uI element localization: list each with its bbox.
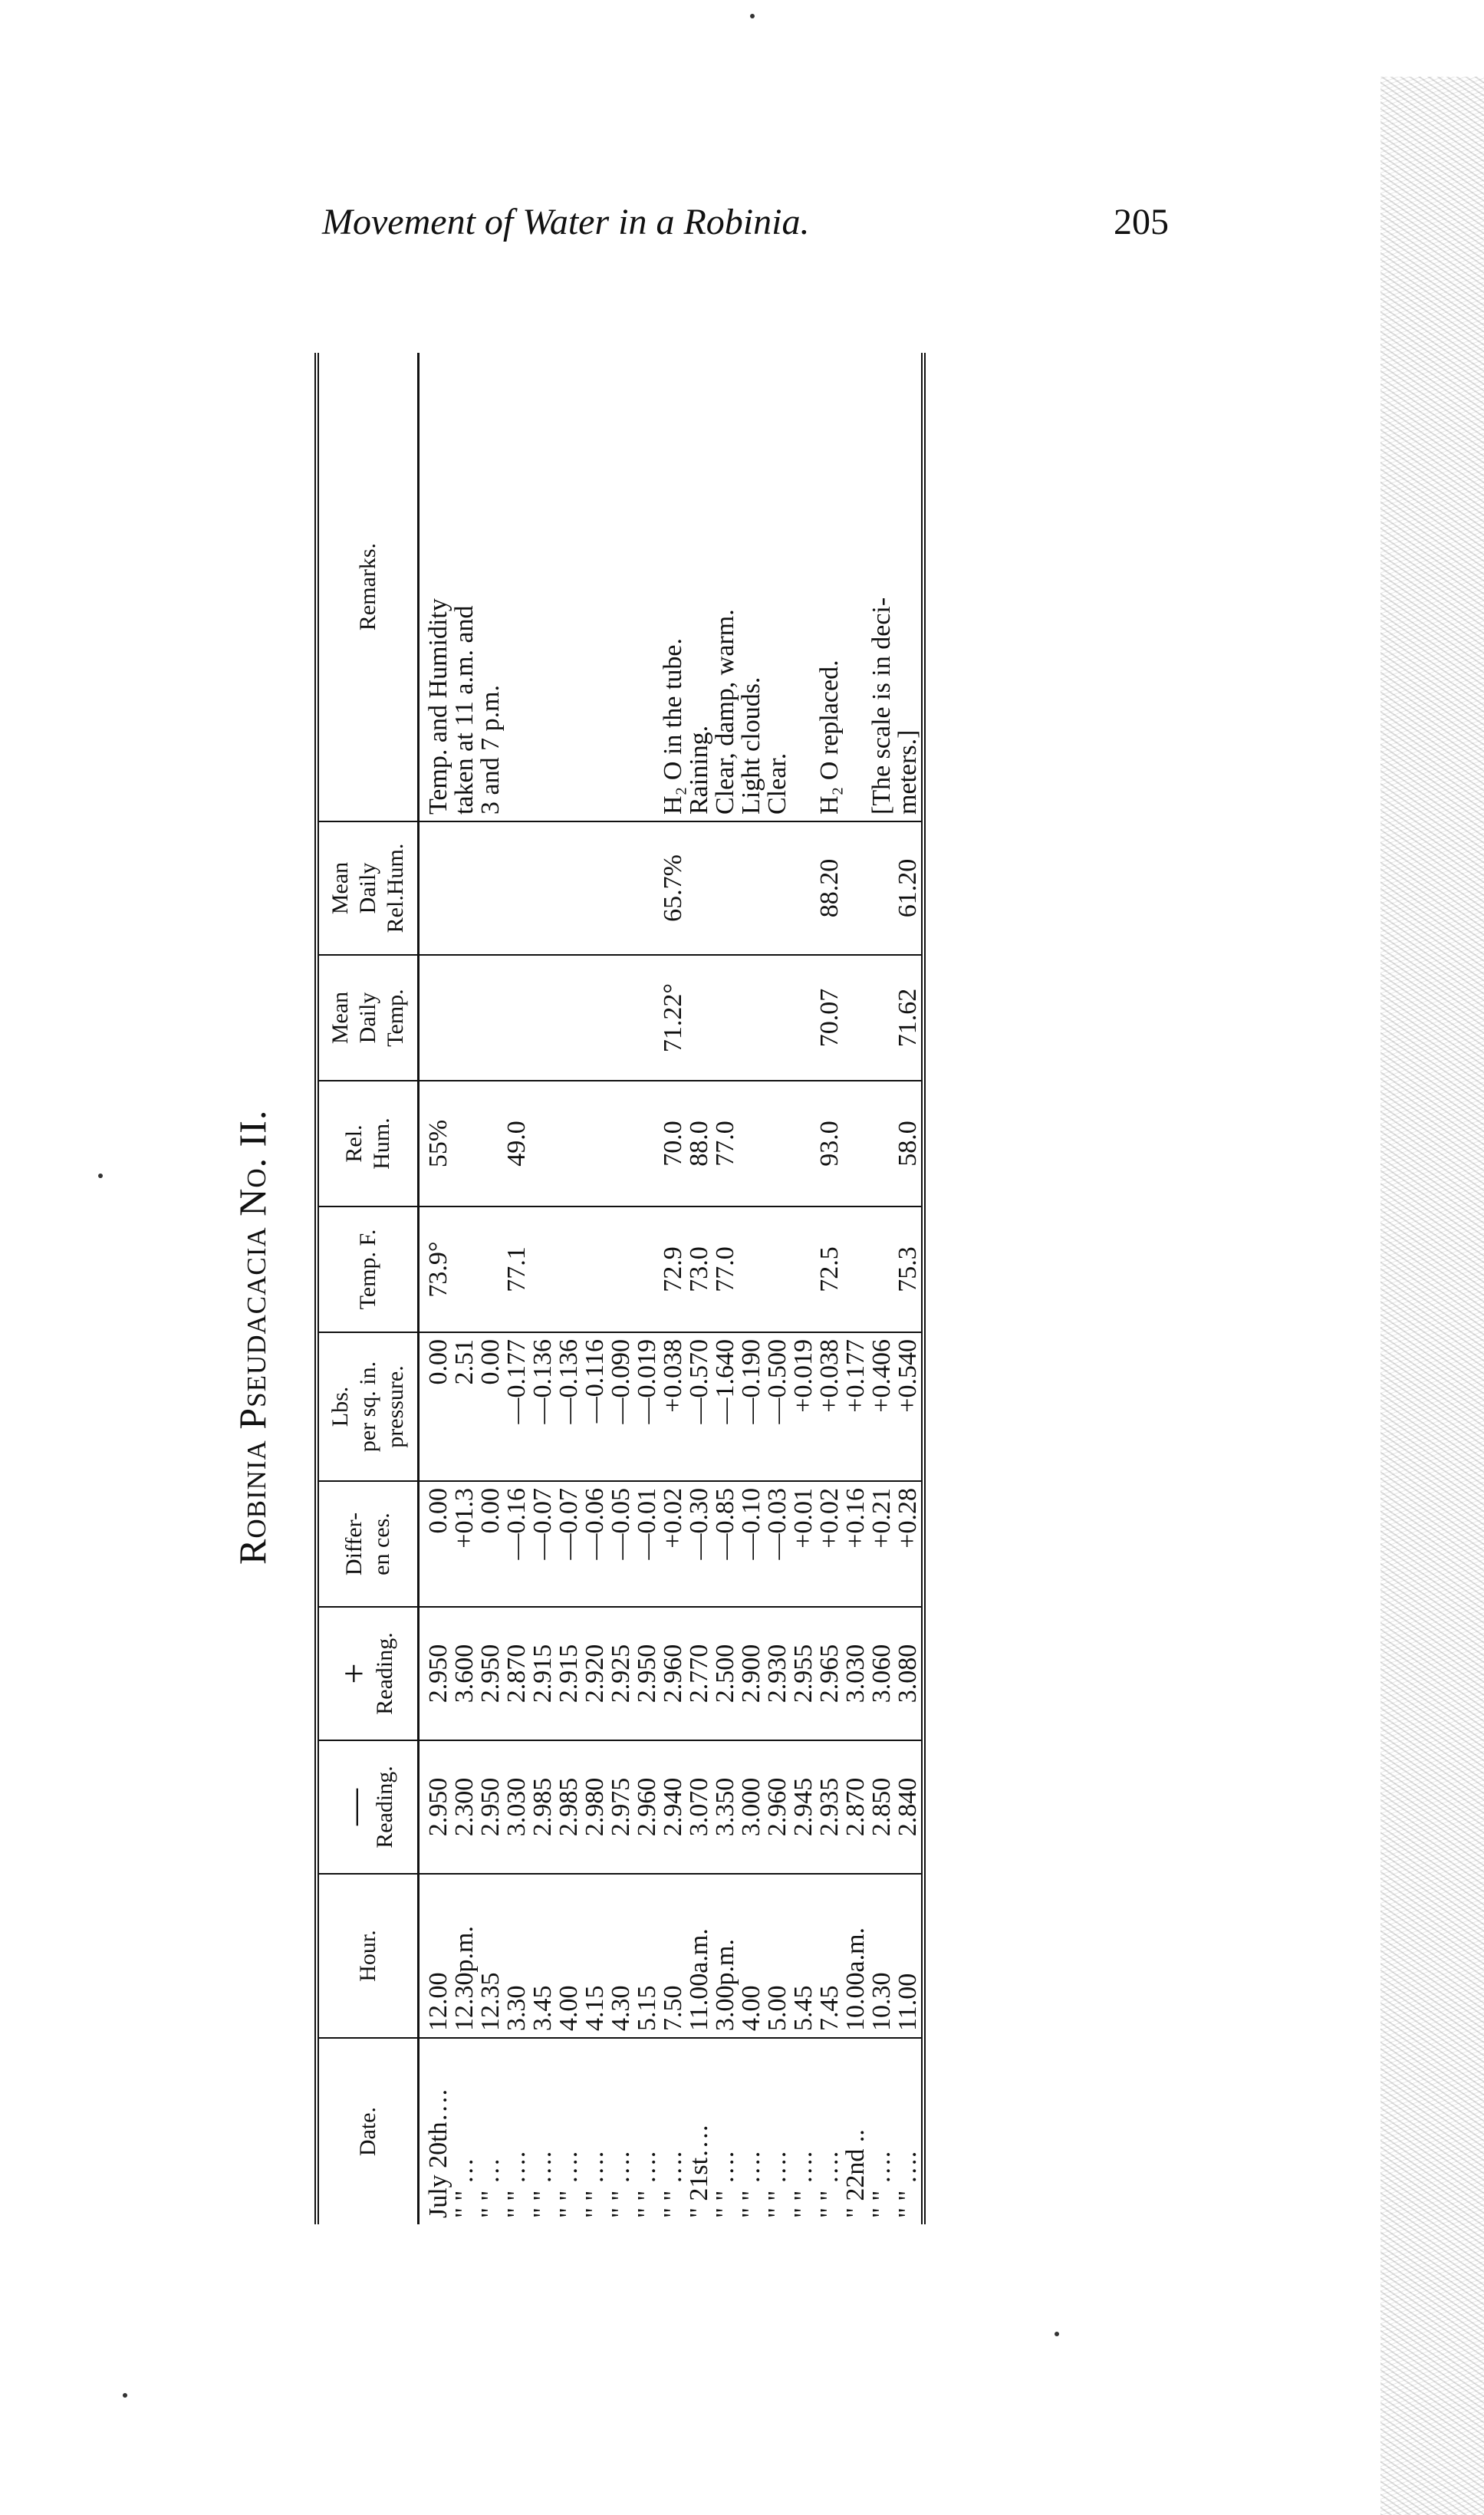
rel-hum-cell: 93.0 bbox=[817, 1081, 843, 1206]
data-table bbox=[314, 353, 926, 2224]
date-cell: " " …. bbox=[633, 2151, 661, 2218]
mean-hum-cell bbox=[869, 821, 895, 955]
hour-cell: 11.00a.m. bbox=[686, 1874, 712, 2038]
rel-hum-cell bbox=[791, 1081, 817, 1206]
col-minus-reading bbox=[317, 1740, 419, 1874]
speck-mark bbox=[98, 1174, 103, 1178]
hour-cell: 12.00 bbox=[419, 1874, 452, 2038]
mean-temp-cell bbox=[765, 955, 791, 1081]
mean-hum-label-3: Rel.Hum. bbox=[383, 843, 408, 933]
col-rel-hum bbox=[317, 1081, 419, 1206]
col-hour: Hour. bbox=[317, 1874, 419, 2038]
pressure-cell: 2.51 bbox=[452, 1332, 478, 1481]
pressure-cell: +0.406 bbox=[869, 1332, 895, 1481]
rel-hum-cell bbox=[765, 1081, 791, 1206]
date-cell: " " …. bbox=[554, 2151, 583, 2218]
mean-temp-cell: 71.22° bbox=[660, 955, 686, 1081]
remarks-cell: H₂ O in the tube. bbox=[660, 353, 686, 821]
hour-cell: 7.50 bbox=[660, 1874, 686, 2038]
minus-reading-cell: 2.945 bbox=[791, 1740, 817, 1874]
temp-cell bbox=[452, 1206, 478, 1332]
pressure-cell: +0.038 bbox=[660, 1332, 686, 1481]
difference-cell: +01.3 bbox=[452, 1481, 478, 1607]
col-date: Date. bbox=[317, 2038, 419, 2224]
pressure-cell: —0.090 bbox=[608, 1332, 634, 1481]
minus-reading-cell: 2.975 bbox=[608, 1740, 634, 1874]
date-cell: " " … bbox=[476, 2158, 505, 2218]
table-row bbox=[634, 353, 660, 2224]
hour-cell: 5.00 bbox=[765, 1874, 791, 2038]
minus-reading-cell: 2.950 bbox=[478, 1740, 504, 1874]
rel-hum-cell bbox=[608, 1081, 634, 1206]
rel-hum-cell: 88.0 bbox=[686, 1081, 712, 1206]
plus-reading-cell: 3.600 bbox=[452, 1607, 478, 1740]
remarks-cell: Raining. bbox=[686, 353, 712, 821]
difference-cell: +0.16 bbox=[843, 1481, 869, 1607]
minus-reading-cell: 2.960 bbox=[765, 1740, 791, 1874]
difference-cell: —0.05 bbox=[608, 1481, 634, 1607]
col-pressure bbox=[317, 1332, 419, 1481]
mean-hum-cell bbox=[556, 821, 582, 955]
date-cell: " " …. bbox=[711, 2151, 739, 2218]
mean-temp-cell bbox=[608, 955, 634, 1081]
pressure-cell: +0.177 bbox=[843, 1332, 869, 1481]
remarks-cell: taken at 11 a.m. and bbox=[452, 353, 478, 821]
mean-hum-cell bbox=[712, 821, 739, 955]
page-number: 205 bbox=[1114, 202, 1169, 242]
date-cell: " 21st…. bbox=[685, 2125, 713, 2218]
mean-hum-cell bbox=[452, 821, 478, 955]
difference-cell: —0.16 bbox=[504, 1481, 530, 1607]
plus-reading-cell: 3.060 bbox=[869, 1607, 895, 1740]
mean-temp-cell bbox=[419, 955, 452, 1081]
plus-reading-cell: 2.770 bbox=[686, 1607, 712, 1740]
difference-cell: —0.85 bbox=[712, 1481, 739, 1607]
minus-reading-cell: 2.870 bbox=[843, 1740, 869, 1874]
minus-reading-cell: 2.980 bbox=[582, 1740, 608, 1874]
mean-temp-cell bbox=[504, 955, 530, 1081]
date-cell: " " …. bbox=[763, 2151, 791, 2218]
rel-hum-cell bbox=[582, 1081, 608, 1206]
plus-reading-cell: 2.930 bbox=[765, 1607, 791, 1740]
hour-cell: 4.30 bbox=[608, 1874, 634, 2038]
temp-cell bbox=[530, 1206, 556, 1332]
table-row bbox=[556, 353, 582, 2224]
mean-temp-label-1: Mean bbox=[327, 991, 353, 1045]
rel-hum-cell: 77.0 bbox=[712, 1081, 739, 1206]
table-row bbox=[608, 353, 634, 2224]
plus-reading-cell: 2.900 bbox=[739, 1607, 765, 1740]
mean-temp-label-2: Daily bbox=[355, 992, 380, 1044]
minus-reading-label: Reading. bbox=[372, 1766, 397, 1848]
minus-sign: — bbox=[334, 1789, 374, 1825]
plus-reading-cell: 2.915 bbox=[556, 1607, 582, 1740]
date-cell: " 22nd .. bbox=[841, 2129, 870, 2218]
difference-cell: —0.10 bbox=[739, 1481, 765, 1607]
remarks-cell bbox=[530, 353, 556, 821]
rel-hum-cell bbox=[478, 1081, 504, 1206]
pressure-cell: 0.00 bbox=[478, 1332, 504, 1481]
speck-mark bbox=[123, 2393, 127, 2398]
mean-hum-cell bbox=[739, 821, 765, 955]
pressure-cell: —0.116 bbox=[582, 1332, 608, 1481]
diff-label-2: en ces. bbox=[369, 1513, 394, 1575]
remarks-cell bbox=[582, 353, 608, 821]
hour-cell: 4.00 bbox=[739, 1874, 765, 2038]
table-row bbox=[739, 353, 765, 2224]
minus-reading-cell: 2.300 bbox=[452, 1740, 478, 1874]
plus-reading-label: Reading. bbox=[372, 1632, 397, 1715]
speck-mark bbox=[750, 14, 755, 18]
table-row bbox=[686, 353, 712, 2224]
minus-reading-cell: 2.960 bbox=[634, 1740, 660, 1874]
hour-cell: 3.45 bbox=[530, 1874, 556, 2038]
pressure-cell: —1.640 bbox=[712, 1332, 739, 1481]
plus-reading-cell: 2.950 bbox=[419, 1607, 452, 1740]
pressure-cell: —0.570 bbox=[686, 1332, 712, 1481]
running-header-title: Movement of Water in a Robinia. bbox=[322, 202, 810, 242]
hour-cell: 5.45 bbox=[791, 1874, 817, 2038]
difference-cell: +0.01 bbox=[791, 1481, 817, 1607]
col-mean-temp bbox=[317, 955, 419, 1081]
rel-hum-cell: 49.0 bbox=[504, 1081, 530, 1206]
mean-temp-cell bbox=[556, 955, 582, 1081]
mean-temp-cell bbox=[686, 955, 712, 1081]
table-row bbox=[530, 353, 556, 2224]
pressure-cell: 0.00 bbox=[419, 1332, 452, 1481]
temp-cell bbox=[556, 1206, 582, 1332]
temp-cell bbox=[478, 1206, 504, 1332]
table-header-row bbox=[317, 353, 419, 2224]
temp-cell bbox=[869, 1206, 895, 1332]
mean-hum-cell: 65.7% bbox=[660, 821, 686, 955]
date-cell: July 20th…. bbox=[424, 2089, 452, 2218]
minus-reading-cell: 2.935 bbox=[817, 1740, 843, 1874]
plus-reading-cell: 2.965 bbox=[817, 1607, 843, 1740]
mean-temp-cell: 71.62 bbox=[895, 955, 923, 1081]
col-plus-reading bbox=[317, 1607, 419, 1740]
remarks-cell: meters.] bbox=[895, 353, 923, 821]
remarks-cell: 3 and 7 p.m. bbox=[478, 353, 504, 821]
temp-cell: 75.3 bbox=[895, 1206, 923, 1332]
mean-temp-cell bbox=[739, 955, 765, 1081]
col-remarks: Remarks. bbox=[317, 353, 419, 821]
mean-hum-cell bbox=[634, 821, 660, 955]
rel-hum-cell bbox=[556, 1081, 582, 1206]
remarks-cell bbox=[556, 353, 582, 821]
table-row bbox=[419, 353, 452, 2224]
remarks-cell bbox=[843, 353, 869, 821]
hour-cell: 11.00 bbox=[895, 1874, 923, 2038]
mean-hum-cell bbox=[686, 821, 712, 955]
pressure-cell: +0.019 bbox=[791, 1332, 817, 1481]
mean-temp-cell bbox=[634, 955, 660, 1081]
plus-reading-cell: 2.950 bbox=[634, 1607, 660, 1740]
rel-hum-cell bbox=[843, 1081, 869, 1206]
temp-cell bbox=[791, 1206, 817, 1332]
table-row bbox=[843, 353, 869, 2224]
hour-cell: 4.15 bbox=[582, 1874, 608, 2038]
minus-reading-cell: 3.350 bbox=[712, 1740, 739, 1874]
mean-temp-cell bbox=[791, 955, 817, 1081]
rel-hum-cell: 55% bbox=[419, 1081, 452, 1206]
date-cell: " " …. bbox=[502, 2151, 531, 2218]
pressure-cell: +0.540 bbox=[895, 1332, 923, 1481]
remarks-cell: Light clouds. bbox=[739, 353, 765, 821]
hour-cell: 3.30 bbox=[504, 1874, 530, 2038]
temp-cell: 77.1 bbox=[504, 1206, 530, 1332]
table-row bbox=[660, 353, 686, 2224]
hour-cell: 7.45 bbox=[817, 1874, 843, 2038]
hour-cell: 4.00 bbox=[556, 1874, 582, 2038]
date-cell: " " …. bbox=[581, 2151, 609, 2218]
minus-reading-cell: 3.070 bbox=[686, 1740, 712, 1874]
date-cell: " " …. bbox=[737, 2151, 765, 2218]
temp-cell bbox=[739, 1206, 765, 1332]
rel-hum-label-2: Hum. bbox=[369, 1118, 394, 1170]
date-cell: " " …. bbox=[607, 2151, 635, 2218]
pressure-label-1: Lbs. bbox=[327, 1386, 353, 1427]
mean-hum-cell bbox=[765, 821, 791, 955]
minus-reading-cell: 2.950 bbox=[419, 1740, 452, 1874]
pressure-cell: —0.019 bbox=[634, 1332, 660, 1481]
mean-temp-cell bbox=[582, 955, 608, 1081]
col-mean-hum bbox=[317, 821, 419, 955]
date-cell: " " … bbox=[450, 2158, 479, 2218]
temp-cell bbox=[634, 1206, 660, 1332]
minus-reading-cell: 3.030 bbox=[504, 1740, 530, 1874]
rel-hum-cell bbox=[739, 1081, 765, 1206]
pressure-cell: —0.190 bbox=[739, 1332, 765, 1481]
remarks-cell bbox=[608, 353, 634, 821]
rel-hum-cell: 58.0 bbox=[895, 1081, 923, 1206]
pressure-cell: —0.136 bbox=[530, 1332, 556, 1481]
mean-hum-cell bbox=[419, 821, 452, 955]
speck-mark bbox=[1055, 2332, 1059, 2336]
remarks-cell: [The scale is in deci- bbox=[869, 353, 895, 821]
date-cell: " " …. bbox=[659, 2151, 687, 2218]
plus-reading-cell: 3.030 bbox=[843, 1607, 869, 1740]
mean-hum-label-1: Mean bbox=[327, 861, 353, 915]
minus-reading-cell: 2.840 bbox=[895, 1740, 923, 1874]
temp-cell: 72.5 bbox=[817, 1206, 843, 1332]
table-row bbox=[452, 353, 478, 2224]
table-row bbox=[504, 353, 530, 2224]
mean-hum-label-2: Daily bbox=[355, 862, 380, 914]
mean-temp-cell bbox=[843, 955, 869, 1081]
difference-cell: —0.03 bbox=[765, 1481, 791, 1607]
temp-cell: 73.0 bbox=[686, 1206, 712, 1332]
remarks-cell: Clear. bbox=[765, 353, 791, 821]
table-row bbox=[817, 353, 843, 2224]
table-title: Robinia Pseudacacia No. II. bbox=[231, 1109, 274, 1565]
mean-hum-cell bbox=[530, 821, 556, 955]
mean-hum-cell: 61.20 bbox=[895, 821, 923, 955]
col-differences bbox=[317, 1481, 419, 1607]
temp-cell: 72.9 bbox=[660, 1206, 686, 1332]
mean-temp-label-3: Temp. bbox=[383, 989, 408, 1047]
minus-reading-cell: 3.000 bbox=[739, 1740, 765, 1874]
hour-cell: 5.15 bbox=[634, 1874, 660, 2038]
mean-hum-cell bbox=[791, 821, 817, 955]
mean-temp-cell: 70.07 bbox=[817, 955, 843, 1081]
plus-reading-cell: 2.500 bbox=[712, 1607, 739, 1740]
plus-reading-cell: 2.950 bbox=[478, 1607, 504, 1740]
table-body bbox=[419, 353, 924, 2224]
mean-hum-cell: 88.20 bbox=[817, 821, 843, 955]
mean-temp-cell bbox=[478, 955, 504, 1081]
rel-hum-cell: 70.0 bbox=[660, 1081, 686, 1206]
difference-cell: —0.01 bbox=[634, 1481, 660, 1607]
pressure-cell: —0.136 bbox=[556, 1332, 582, 1481]
difference-cell: +0.21 bbox=[869, 1481, 895, 1607]
plus-reading-cell: 2.870 bbox=[504, 1607, 530, 1740]
diff-label-1: Differ- bbox=[341, 1512, 367, 1576]
col-temp: Temp. F. bbox=[317, 1206, 419, 1332]
table-row bbox=[712, 353, 739, 2224]
remarks-cell bbox=[634, 353, 660, 821]
table-row bbox=[478, 353, 504, 2224]
pressure-cell: +0.038 bbox=[817, 1332, 843, 1481]
plus-sign: + bbox=[334, 1663, 374, 1684]
hour-cell: 12.30p.m. bbox=[452, 1874, 478, 2038]
difference-cell: 0.00 bbox=[478, 1481, 504, 1607]
pressure-cell: —0.177 bbox=[504, 1332, 530, 1481]
date-cell: " " …. bbox=[815, 2151, 844, 2218]
rotated-table-block bbox=[230, 307, 1097, 2224]
rel-hum-cell bbox=[530, 1081, 556, 1206]
temp-cell bbox=[765, 1206, 791, 1332]
mean-temp-cell bbox=[869, 955, 895, 1081]
remarks-cell: Temp. and Humidity bbox=[419, 353, 452, 821]
table-row bbox=[791, 353, 817, 2224]
mean-hum-cell bbox=[608, 821, 634, 955]
difference-cell: +0.02 bbox=[817, 1481, 843, 1607]
pressure-label-3: pressure. bbox=[383, 1365, 408, 1448]
temp-cell bbox=[843, 1206, 869, 1332]
minus-reading-cell: 2.985 bbox=[530, 1740, 556, 1874]
hour-cell: 10.30 bbox=[869, 1874, 895, 2038]
mean-hum-cell bbox=[843, 821, 869, 955]
mean-hum-cell bbox=[504, 821, 530, 955]
plus-reading-cell: 2.920 bbox=[582, 1607, 608, 1740]
date-cell: " " …. bbox=[893, 2151, 922, 2218]
pressure-cell: —0.500 bbox=[765, 1332, 791, 1481]
date-cell: " " …. bbox=[867, 2151, 896, 2218]
rel-hum-cell bbox=[869, 1081, 895, 1206]
hour-cell: 3.00p.m. bbox=[712, 1874, 739, 2038]
plus-reading-cell: 2.955 bbox=[791, 1607, 817, 1740]
mean-temp-cell bbox=[712, 955, 739, 1081]
difference-cell: 0.00 bbox=[419, 1481, 452, 1607]
minus-reading-cell: 2.850 bbox=[869, 1740, 895, 1874]
temp-cell bbox=[582, 1206, 608, 1332]
rel-hum-cell bbox=[452, 1081, 478, 1206]
hour-cell: 10.00a.m. bbox=[843, 1874, 869, 2038]
difference-cell: +0.02 bbox=[660, 1481, 686, 1607]
temp-cell: 73.9° bbox=[419, 1206, 452, 1332]
rel-hum-cell bbox=[634, 1081, 660, 1206]
mean-temp-cell bbox=[452, 955, 478, 1081]
minus-reading-cell: 2.985 bbox=[556, 1740, 582, 1874]
date-cell: " " …. bbox=[528, 2151, 557, 2218]
remarks-cell: Clear, damp, warm. bbox=[712, 353, 739, 821]
date-cell: " " …. bbox=[789, 2151, 818, 2218]
plus-reading-cell: 2.960 bbox=[660, 1607, 686, 1740]
mean-hum-cell bbox=[582, 821, 608, 955]
minus-reading-cell: 2.940 bbox=[660, 1740, 686, 1874]
temp-cell bbox=[608, 1206, 634, 1332]
plus-reading-cell: 2.925 bbox=[608, 1607, 634, 1740]
difference-cell: —0.30 bbox=[686, 1481, 712, 1607]
remarks-cell: H₂ O replaced. bbox=[817, 353, 843, 821]
hour-cell: 12.35 bbox=[478, 1874, 504, 2038]
pressure-label-2: per sq. in. bbox=[355, 1361, 380, 1453]
difference-cell: —0.07 bbox=[556, 1481, 582, 1607]
temp-cell: 77.0 bbox=[712, 1206, 739, 1332]
table-row bbox=[765, 353, 791, 2224]
plus-reading-cell: 2.915 bbox=[530, 1607, 556, 1740]
mean-hum-cell bbox=[478, 821, 504, 955]
remarks-cell bbox=[504, 353, 530, 821]
difference-cell: +0.28 bbox=[895, 1481, 923, 1607]
scanned-page-edge bbox=[1380, 77, 1484, 2515]
difference-cell: —0.07 bbox=[530, 1481, 556, 1607]
remarks-cell bbox=[791, 353, 817, 821]
mean-temp-cell bbox=[530, 955, 556, 1081]
table-row bbox=[895, 353, 923, 2224]
difference-cell: —0.06 bbox=[582, 1481, 608, 1607]
rel-hum-label-1: Rel. bbox=[341, 1124, 367, 1163]
table-row bbox=[582, 353, 608, 2224]
plus-reading-cell: 3.080 bbox=[895, 1607, 923, 1740]
table-row bbox=[869, 353, 895, 2224]
